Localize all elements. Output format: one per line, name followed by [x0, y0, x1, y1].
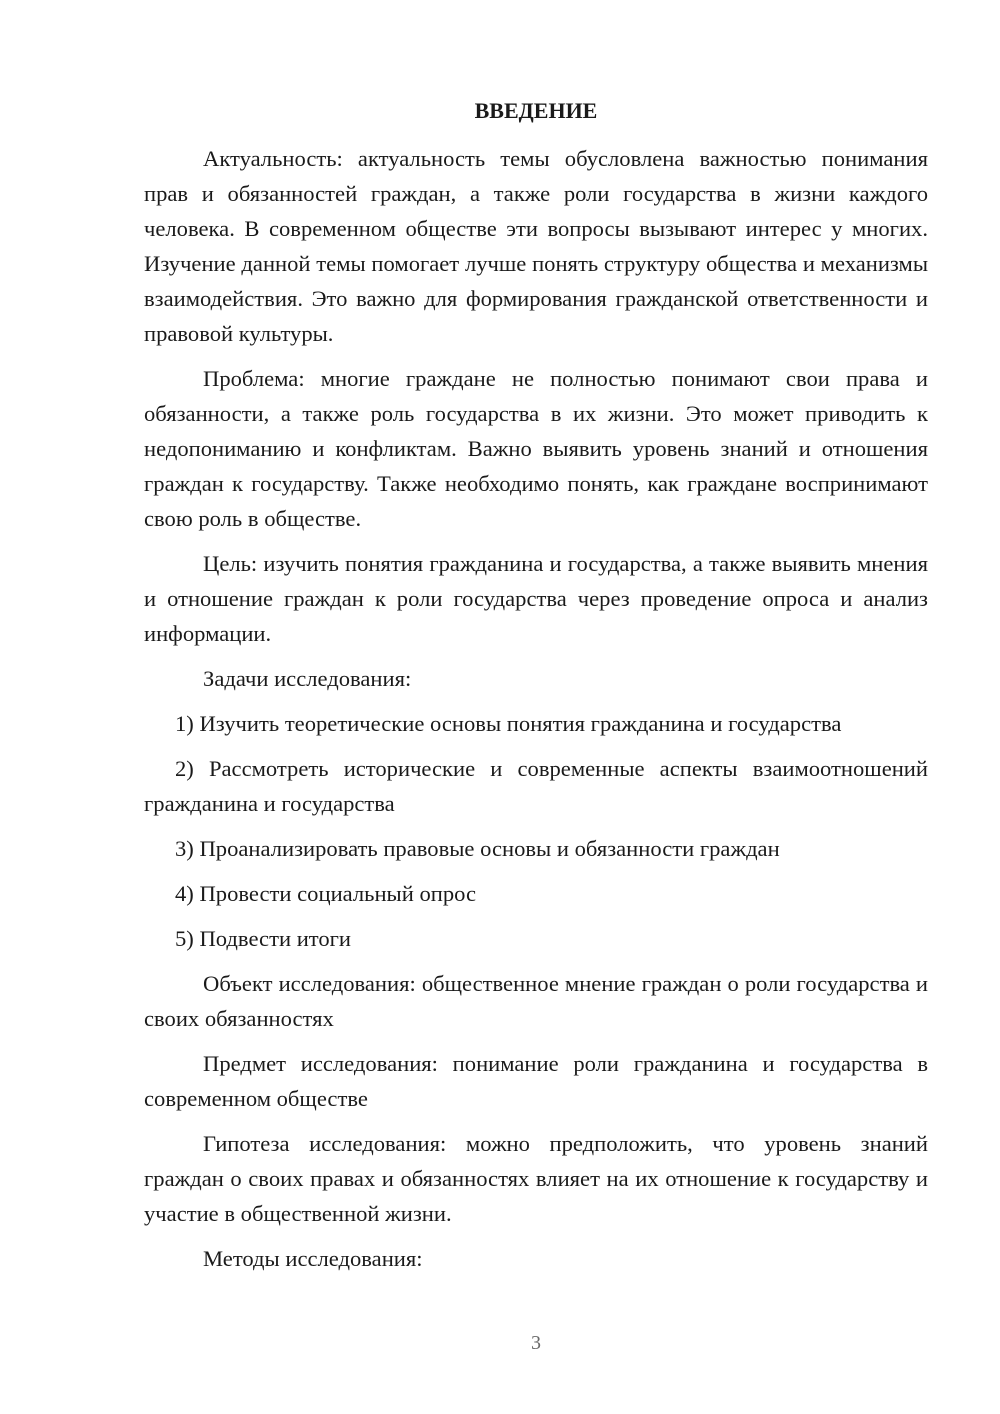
- list-item: 5) Подвести итоги: [175, 926, 352, 951]
- tasks-list: [144, 706, 928, 956]
- goal-paragraph: Цель: изучить понятия гражданина и государства, а также выявить мнения и отношение граждан к роли государства через проведение опроса и анализ информации.: [144, 551, 928, 646]
- list-item: 3) Проанализировать правовые основы и обязанности граждан: [175, 836, 780, 861]
- list-item: 4) Провести социальный опрос: [175, 881, 477, 906]
- list-item: 2) Рассмотреть исторические и современные аспекты взаимоотношений гражданина и государства: [144, 756, 928, 816]
- problem-paragraph: Проблема: многие граждане не полностью понимают свои права и обязанности, а также роль государства в их жизни. Это может приводить к недопониманию и конфликтам. Важно выявить уровень знаний и отношения граждан к государству. Также необходимо понять, как граждане воспринимают свою роль в обществе.: [144, 366, 928, 531]
- section-title: ВВЕДЕНИЕ: [474, 98, 598, 123]
- list-item: 1) Изучить теоретические основы понятия гражданина и государства: [175, 711, 842, 736]
- methods-paragraph: Методы исследования:: [203, 1246, 423, 1271]
- subject-paragraph: Предмет исследования: понимание роли гражданина и государства в современном обществе: [144, 1051, 928, 1111]
- hypothesis-paragraph: Гипотеза исследования: можно предположить, что уровень знаний граждан о своих правах и обязанностях влияет на их отношение к государству и участие в общественной жизни.: [144, 1131, 928, 1226]
- page-number: 3: [531, 1332, 541, 1354]
- document-page: [144, 95, 928, 1286]
- object-paragraph: Объект исследования: общественное мнение граждан о роли государства и своих обязанностях: [144, 971, 928, 1031]
- tasks-heading: Задачи исследования:: [203, 666, 412, 691]
- relevance-paragraph: Актуальность: актуальность темы обусловлена важностью понимания прав и обязанностей граждан, а также роли государства в жизни каждого человека. В современном обществе эти вопросы вызывают интерес у многих. Изучение данной темы помогает лучше понять структуру общества и механизмы взаимодействия. Это важно для формирования гражданской ответственности и правовой культуры.: [144, 146, 928, 346]
